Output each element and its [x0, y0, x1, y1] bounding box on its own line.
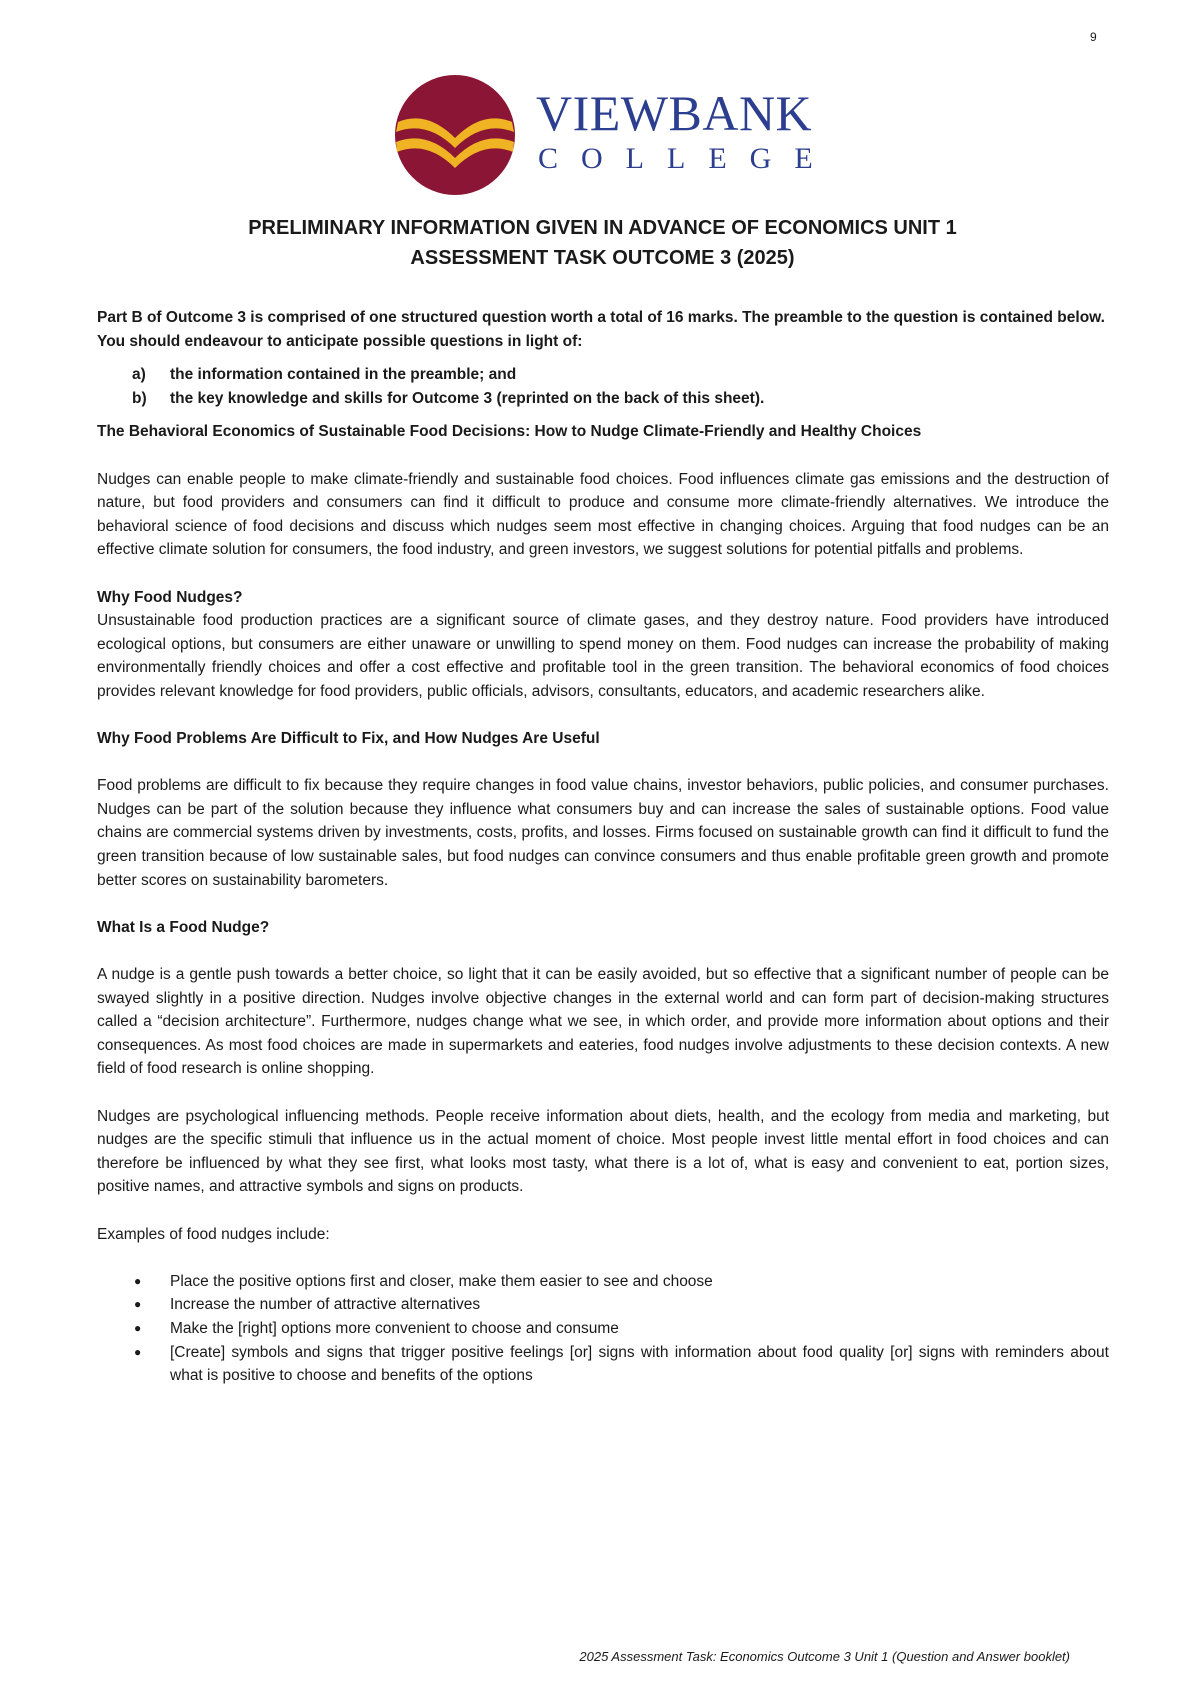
list-item — [97, 363, 1109, 387]
list-item-text: the information contained in the preamble; and — [170, 366, 517, 384]
section-paragraph-what-is-nudge-2: Nudges are psychological influencing methods. People receive information about diets, health, and the ecology from media and marketing, but nudges are the specific stimuli that influence us in the actual moment of choice. Most people invest little mental effort in food choices and can therefore be influenced by what they see first, what looks most tasty, what there is a lot of, what is easy and convenient to eat, portion sizes, positive names, and attractive symbols and signs on products. — [97, 1107, 1109, 1196]
list-item: ● Place the positive options first and closer, make them easier to see and choose — [97, 1270, 1109, 1294]
list-item: ● Make the [right] options more convenient to choose and consume — [97, 1317, 1109, 1341]
examples-list — [97, 1270, 1109, 1388]
section-paragraph-what-is-nudge-1: A nudge is a gentle push towards a better choice, so light that it can be easily avoided, but so effective that a significant number of people can be swayed slightly in a positive direction. Nudges involve objective changes in the external world and can form part of decision-making structures called a “decision architecture”. Furthermore, nudges change what we see, in which order, and provide more information about options and their consequences. As most food choices are made in supermarkets and eateries, food nudges involve adjustments to these decision contexts. A new field of food research is online shopping. — [97, 966, 1109, 1078]
list-item-text: the key knowledge and skills for Outcome 3 (reprinted on the back of this sheet). — [170, 389, 765, 407]
list-marker: b) — [132, 389, 147, 407]
heading-line-1: PRELIMINARY INFORMATION GIVEN IN ADVANCE OF ECONOMICS UNIT 1 — [248, 217, 957, 239]
heading-line-2: ASSESSMENT TASK OUTCOME 3 (2025) — [410, 247, 795, 269]
section-paragraph-why-food-nudges: Unsustainable food production practices are a significant source of climate gases, and they destroy nature. Food providers have introduced ecological options, but consumers are either unaware or unwilling to spend money on them. Food nudges can increase the probability of making environmentally friendly choices and offer a cost effective and profitable tool in the green transition. The behavioral economics of food choices provides relevant knowledge for food providers, public officials, advisors, consultants, educators, and academic researchers alike. — [97, 612, 1109, 700]
list-item — [97, 387, 1109, 411]
college-crest-icon — [392, 72, 522, 198]
section-paragraph-food-problems: Food problems are difficult to fix because they require changes in food value chains, investor behaviors, public policies, and consumer purchases. Nudges can be part of the solution because they influence what consumers buy and can increase the sales of sustainable options. Food value chains are commercial systems driven by investments, costs, profits, and losses. Firms focused on sustainable growth can find it difficult to fund the green transition because of low sustainable sales, but food nudges can convince consumers and thus enable profitable green growth and promote better scores on sustainability barometers. — [97, 777, 1109, 889]
document-body — [97, 306, 1109, 1388]
section-heading-what-is-nudge: What Is a Food Nudge? — [97, 918, 270, 936]
list-item: ● Increase the number of attractive alternatives — [97, 1293, 1109, 1317]
list-marker: a) — [132, 366, 146, 384]
examples-intro: Examples of food nudges include: — [97, 1225, 330, 1243]
college-logo — [392, 72, 836, 198]
anticipate-list — [97, 363, 1109, 410]
section-heading-why-food-nudges: Why Food Nudges? — [97, 588, 243, 606]
logo-name: VIEWBANK — [536, 85, 813, 141]
document-heading — [100, 213, 1105, 273]
page-number: 9 — [1090, 30, 1097, 44]
intro-paragraph: Part B of Outcome 3 is comprised of one structured question worth a total of 16 marks. The preamble to the question is contained below. You should endeavour to anticipate possible questions in light of: — [97, 309, 1105, 350]
section-heading-food-problems: Why Food Problems Are Difficult to Fix, and How Nudges Are Useful — [97, 730, 600, 748]
article-intro-paragraph: Nudges can enable people to make climate-friendly and sustainable food choices. Food influences climate gas emissions and the destruction of nature, but food providers and consumers can find it difficult to produce and consume more climate-friendly alternatives. We introduce the behavioral science of food decisions and discuss which nudges seem most effective in changing choices. Arguing that food nudges can be an effective climate solution for consumers, the food industry, and green investors, we suggest solutions for potential pitfalls and problems. — [97, 470, 1109, 559]
list-item: ● [Create] symbols and signs that trigger positive feelings [or] signs with information about food quality [or] signs with reminders about what is positive to choose and benefits of the options — [97, 1341, 1109, 1388]
article-title: The Behavioral Economics of Sustainable Food Decisions: How to Nudge Climate-Friendly and Healthy Choices — [97, 423, 922, 441]
page-footer: 2025 Assessment Task: Economics Outcome 3 Unit 1 (Question and Answer booklet) — [579, 1649, 1070, 1664]
logo-subname: COLLEGE — [538, 142, 836, 175]
